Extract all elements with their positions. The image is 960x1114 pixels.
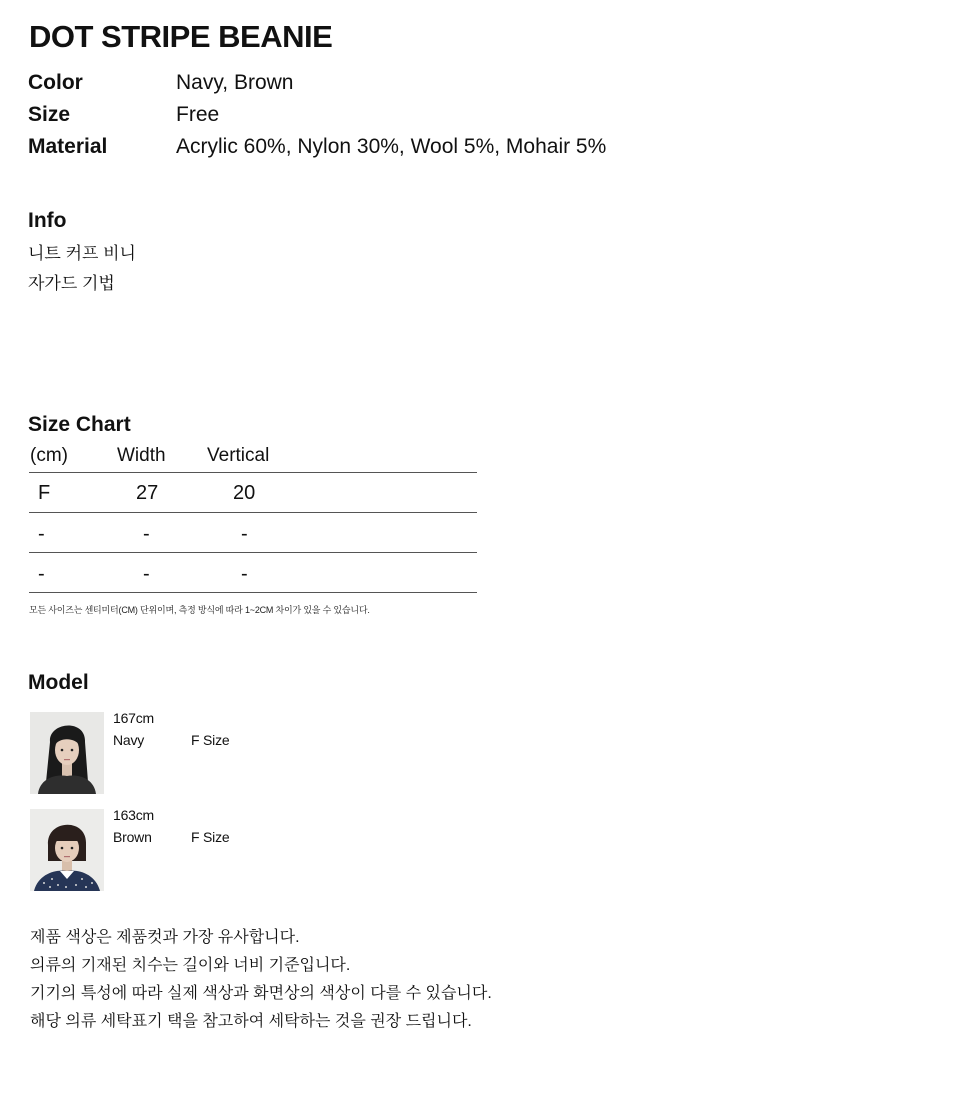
chart-cell-vertical: -	[241, 523, 248, 545]
spec-label-color: Color	[28, 71, 83, 94]
chart-divider	[29, 552, 477, 553]
spec-label-size: Size	[28, 103, 71, 126]
model-height: 167cm	[113, 710, 155, 726]
chart-cell-vertical: 20	[233, 482, 256, 504]
notice-line: 제품 색상은 제품컷과 가장 유사합니다.	[30, 929, 300, 946]
notice-line: 의류의 기재된 치수는 길이와 너비 기준입니다.	[30, 957, 351, 974]
chart-cell-vertical: -	[241, 563, 248, 585]
notice-line: 기기의 특성에 따라 실제 색상과 화면상의 색상이 다를 수 있습니다.	[30, 985, 492, 1002]
model-photo	[30, 809, 104, 891]
chart-divider	[29, 592, 477, 593]
model-height: 163cm	[113, 807, 155, 823]
chart-header-unit: (cm)	[30, 445, 68, 466]
info-title: Info	[28, 209, 67, 232]
chart-divider	[29, 472, 477, 473]
spec-value-color: Navy, Brown	[176, 71, 294, 94]
model-size: F Size	[191, 829, 230, 845]
info-line: 니트 커프 비니	[28, 244, 136, 263]
spec-label-material: Material	[28, 135, 108, 158]
chart-header-vertical: Vertical	[207, 445, 270, 466]
notice-line: 해당 의류 세탁표기 택을 참고하여 세탁하는 것을 권장 드립니다.	[30, 1013, 472, 1030]
chart-cell-width: 27	[136, 482, 159, 504]
model-title: Model	[28, 671, 89, 694]
chart-cell-size: -	[38, 563, 45, 585]
model-color: Brown	[113, 829, 152, 845]
model-photo	[30, 712, 104, 794]
chart-divider	[29, 512, 477, 513]
spec-value-size: Free	[176, 103, 220, 126]
chart-cell-width: -	[143, 523, 150, 545]
model-color: Navy	[113, 732, 145, 748]
product-title: DOT STRIPE BEANIE	[29, 19, 333, 54]
spec-value-material: Acrylic 60%, Nylon 30%, Wool 5%, Mohair 5%	[176, 135, 607, 158]
info-line: 자가드 기법	[28, 274, 115, 293]
chart-cell-size: -	[38, 523, 45, 545]
size-chart-title: Size Chart	[28, 413, 131, 436]
size-chart-note: 모든 사이즈는 센티미터(CM) 단위이며, 측정 방식에 따라 1~2CM 차이가 있을 수 있습니다.	[29, 605, 370, 615]
chart-header-width: Width	[117, 445, 166, 466]
model-size: F Size	[191, 732, 230, 748]
chart-cell-size: F	[38, 482, 51, 504]
chart-cell-width: -	[143, 563, 150, 585]
